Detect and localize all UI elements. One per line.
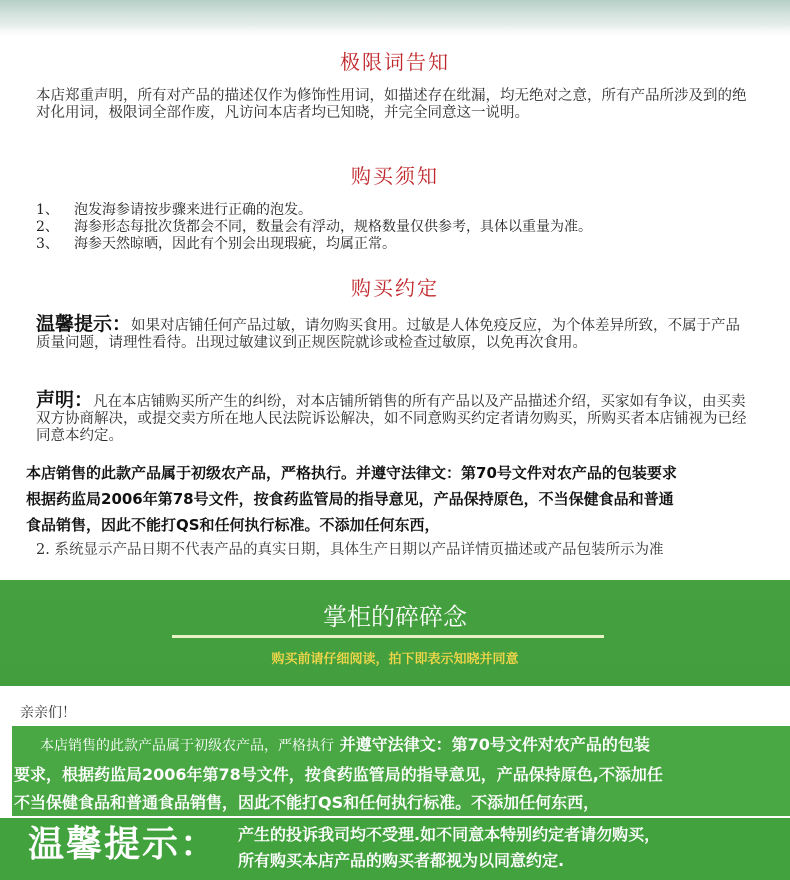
list-item: 1、 泡发海参请按步骤来进行正确的泡发。 [36, 202, 312, 218]
panel-line-3: 不当保健食品和普通食品销售，因此不能打QS和任何执行标准。不添加任何东西， [14, 793, 600, 812]
section-title-purchase-agreement: 购买约定 [351, 276, 439, 300]
tip-label: 温馨提示： [36, 313, 132, 335]
shopkeeper-panel-subtitle: 购买前请仔细阅读，拍下即表示知晓并同意 [271, 652, 519, 667]
title-divider [172, 635, 604, 638]
allergy-tip-paragraph [36, 313, 754, 352]
panel-line-1: 本店销售的此款产品属于初级农产品，严格执行 并遵守法律文：第70号文件对农产品的包装 [40, 735, 650, 754]
list-item: 2、 海参形态每批次货都会不同，数量会有浮动，规格数量仅供参考，具体以重量为准。 [36, 219, 592, 235]
bold-notice-line-2: 根据药监局2006年第78号文件，按食药监管局的指导意见，产品保持原色，不当保健食品和普通 [26, 490, 674, 508]
bold-notice-line-1: 本店销售的此款产品属于初级农产品，严格执行。并遵守法律文：第70号文件对农产品的包装要求 [26, 464, 677, 482]
date-note: 2. 系统显示产品日期不代表产品的真实日期，具体生产日期以产品详情页描述或产品包装所示为准 [36, 542, 664, 558]
shopkeeper-panel-title: 掌柜的碎碎念 [323, 603, 467, 631]
bold-notice-line-3: 食品销售，因此不能打QS和任何执行标准。不添加任何东西， [26, 516, 440, 534]
tip-text: 如果对店铺任何产品过敏，请勿购买食用。过敏是人体免疫反应，为个体差异所致，不属于产品质量问题，请理性看待。出现过敏建议到正规医院就诊或检查过敏原，以免再次食用。 [36, 318, 741, 351]
tip-line-1: 产生的投诉我司均不受理.如不同意本特别约定者请勿购买， [238, 825, 661, 844]
statement-paragraph [36, 389, 754, 445]
header-decoration [0, 0, 790, 38]
big-warm-tip: 温馨提示： [28, 824, 219, 865]
statement-text: 凡在本店铺购买所产生的纠纷，对本店铺所销售的所有产品以及产品描述介绍，买家如有争议，由买卖双方协商解决，或提交卖方所在地人民法院诉讼解决，如不同意购买约定者请勿购买，所购买者本店铺视为已经同意本约定。 [36, 394, 747, 444]
list-item: 3、 海参天然晾晒，因此有个别会出现瑕疵，均属正常。 [36, 236, 396, 252]
section-title-limit-words: 极限词告知 [340, 50, 450, 74]
greeting: 亲亲们！ [20, 705, 76, 721]
purchase-notice-list [36, 202, 776, 253]
panel-line-2: 要求，根据药监局2006年第78号文件，按食药监管局的指导意见，产品保持原色,不添加任 [14, 765, 663, 784]
tip-line-2: 所有购买本店产品的购买者都视为以同意约定. [238, 851, 565, 870]
statement-label: 声明： [36, 389, 94, 411]
section-title-purchase-notice: 购买须知 [351, 164, 439, 188]
limit-words-paragraph: 本店郑重声明，所有对产品的描述仅作为修饰性用词，如描述存在纰漏，均无绝对之意，所有产品所涉及到的绝对化用词，极限词全部作废，凡访问本店者均已知晓，并完全同意这一说明。 [36, 88, 747, 121]
